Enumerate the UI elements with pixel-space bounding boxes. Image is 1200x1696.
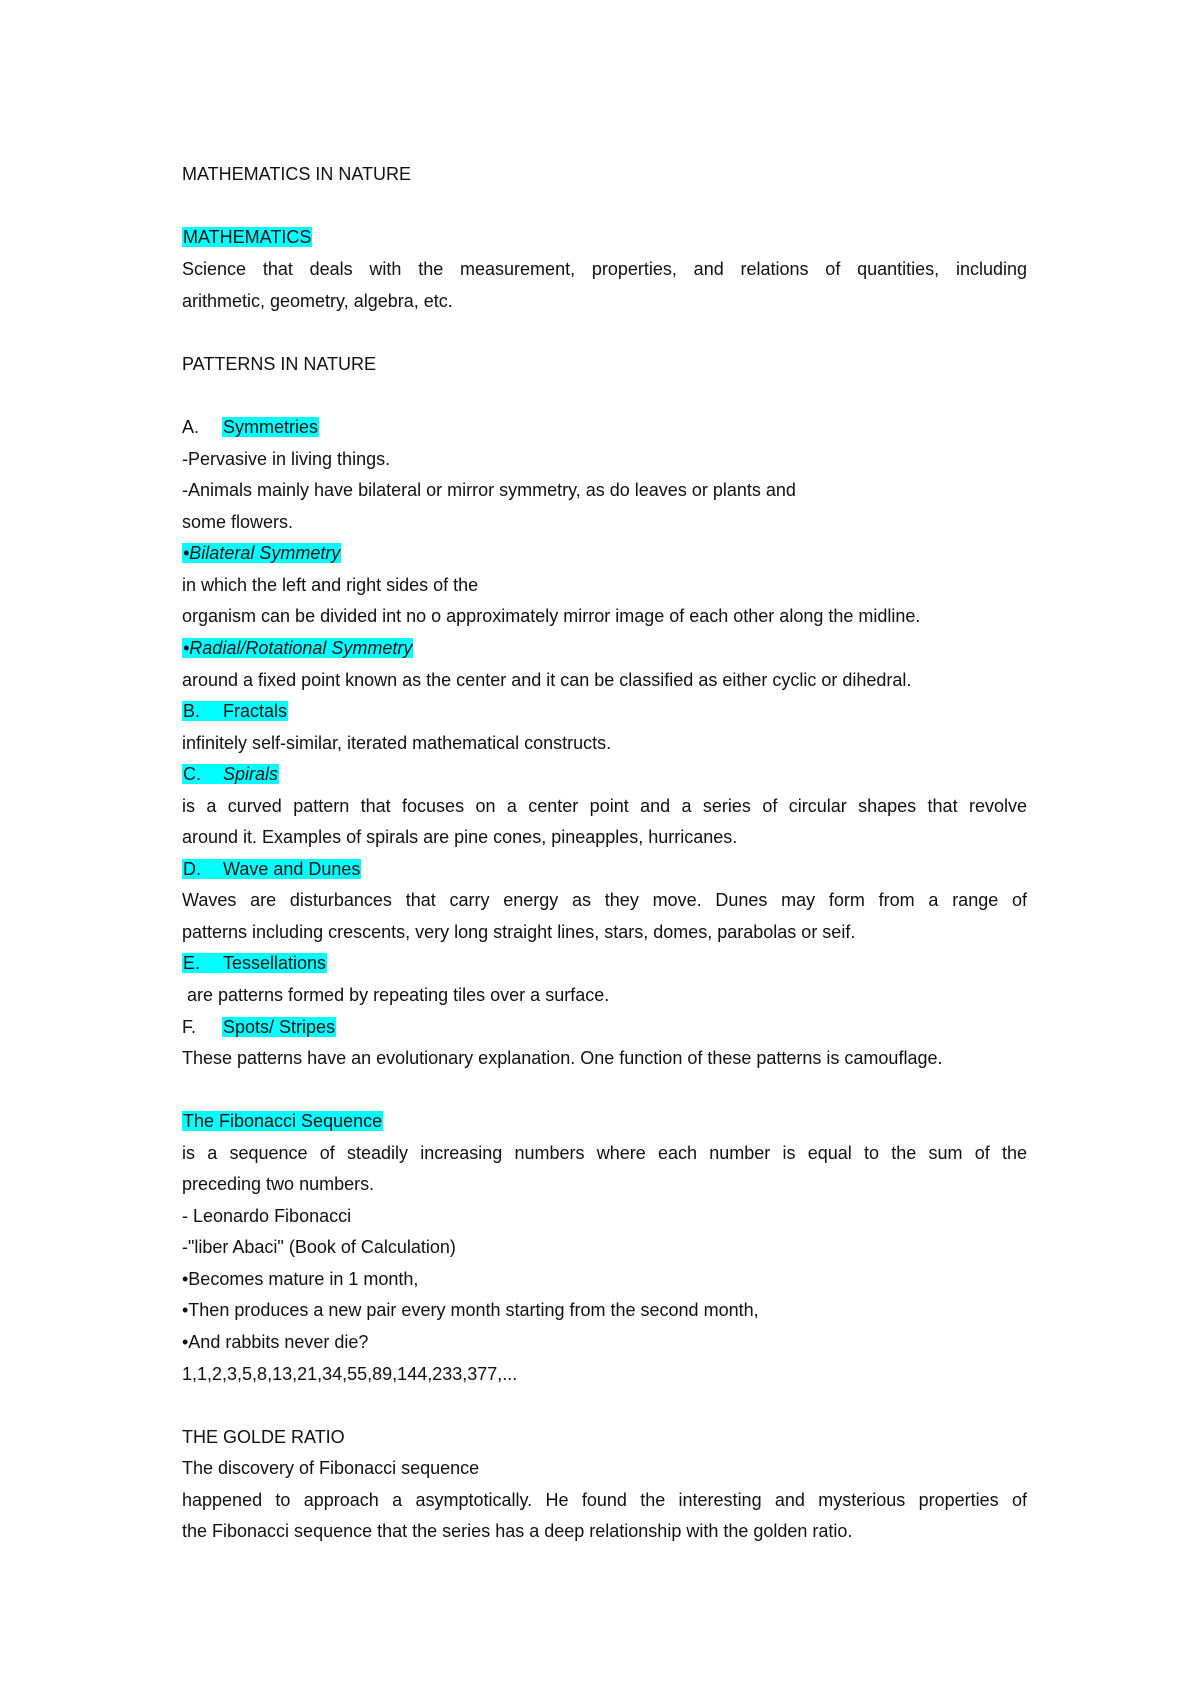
document-title: MATHEMATICS IN NATURE [182, 164, 411, 184]
waves-line-1: Waves are disturbances that carry energy as they move. Dunes may form from a range of [182, 890, 1027, 910]
highlight-waves [182, 859, 361, 879]
fibonacci-line-4: -"liber Abaci" (Book of Calculation) [182, 1237, 456, 1257]
golden-ratio-heading: THE GOLDE RATIO [182, 1427, 345, 1447]
waves-label: Wave and Dunes [223, 859, 361, 879]
spirals-label: Spirals [223, 764, 279, 784]
tessellations-item [182, 950, 1027, 976]
waves-item [182, 856, 1027, 882]
spots-item [182, 1014, 1027, 1040]
spots-line-1: These patterns have an evolutionary explanation. One function of these patterns is camouflage. [182, 1048, 943, 1068]
tessellations-marker: E. [183, 953, 201, 973]
symmetries-item [182, 414, 1027, 440]
highlight-spots: Spots/ Stripes [223, 1017, 336, 1037]
bilateral-line-2: organism can be divided int no o approximately mirror image of each other along the midline. [182, 606, 921, 626]
fibonacci-line-7: •And rabbits never die? [182, 1332, 369, 1352]
bilateral-heading [182, 540, 1027, 566]
highlight-bilateral: •Bilateral Symmetry [183, 543, 341, 563]
highlight-symmetries: Symmetries [223, 417, 319, 437]
fibonacci-line-3: - Leonardo Fibonacci [182, 1206, 352, 1226]
symmetries-marker: A. [182, 417, 200, 437]
mathematics-definition-line-1: Science that deals with the measurement, properties, and relations of quantities, including [182, 259, 1027, 279]
highlight-fibonacci: The Fibonacci Sequence [183, 1111, 383, 1131]
spirals-item [182, 761, 1027, 787]
mathematics-heading [182, 224, 1027, 250]
radial-line-1: around a fixed point known as the center and it can be classified as either cyclic or dihedral. [182, 670, 912, 690]
golden-ratio-line-3: the Fibonacci sequence that the series has a deep relationship with the golden ratio. [182, 1521, 853, 1541]
fibonacci-line-6: •Then produces a new pair every month starting from the second month, [182, 1300, 759, 1320]
bilateral-line-1: in which the left and right sides of the [182, 575, 479, 595]
tessellations-label: Tessellations [223, 953, 327, 973]
fibonacci-line-1: is a sequence of steadily increasing numbers where each number is equal to the sum of the [182, 1143, 1027, 1163]
fibonacci-line-5: •Becomes mature in 1 month, [182, 1269, 419, 1289]
spots-marker: F. [182, 1017, 197, 1037]
fibonacci-line-2: preceding two numbers. [182, 1174, 375, 1194]
highlight-radial: •Radial/Rotational Symmetry [183, 638, 413, 658]
highlight-tessellations [182, 953, 327, 973]
waves-marker: D. [183, 859, 201, 879]
golden-ratio-line-1: The discovery of Fibonacci sequence [182, 1458, 480, 1478]
radial-heading [182, 635, 1027, 661]
tessellations-line-1: are patterns formed by repeating tiles over a surface. [182, 985, 610, 1005]
highlight-spirals [182, 764, 279, 784]
fractals-line-1: infinitely self-similar, iterated mathematical constructs. [182, 733, 612, 753]
highlight-mathematics: MATHEMATICS [183, 227, 312, 247]
fractals-item [182, 698, 1027, 724]
fractals-marker: B. [183, 701, 201, 721]
waves-line-2: patterns including crescents, very long straight lines, stars, domes, parabolas or seif. [182, 922, 856, 942]
fractals-label: Fractals [223, 701, 288, 721]
spirals-line-2: around it. Examples of spirals are pine cones, pineapples, hurricanes. [182, 827, 738, 847]
fibonacci-numbers: 1,1,2,3,5,8,13,21,34,55,89,144,233,377,... [182, 1364, 518, 1384]
symmetries-line-1: -Pervasive in living things. [182, 449, 391, 469]
symmetries-line-2: -Animals mainly have bilateral or mirror symmetry, as do leaves or plants and [182, 480, 796, 500]
symmetries-line-3: some flowers. [182, 512, 294, 532]
mathematics-definition-line-2: arithmetic, geometry, algebra, etc. [182, 291, 453, 311]
fibonacci-heading [182, 1108, 1027, 1134]
patterns-heading: PATTERNS IN NATURE [182, 354, 377, 374]
spirals-line-1: is a curved pattern that focuses on a center point and a series of circular shapes that revolve [182, 796, 1027, 816]
golden-ratio-line-2: happened to approach a asymptotically. He found the interesting and mysterious properties of [182, 1490, 1027, 1510]
spirals-marker: C. [183, 764, 201, 784]
highlight-fractals [182, 701, 288, 721]
